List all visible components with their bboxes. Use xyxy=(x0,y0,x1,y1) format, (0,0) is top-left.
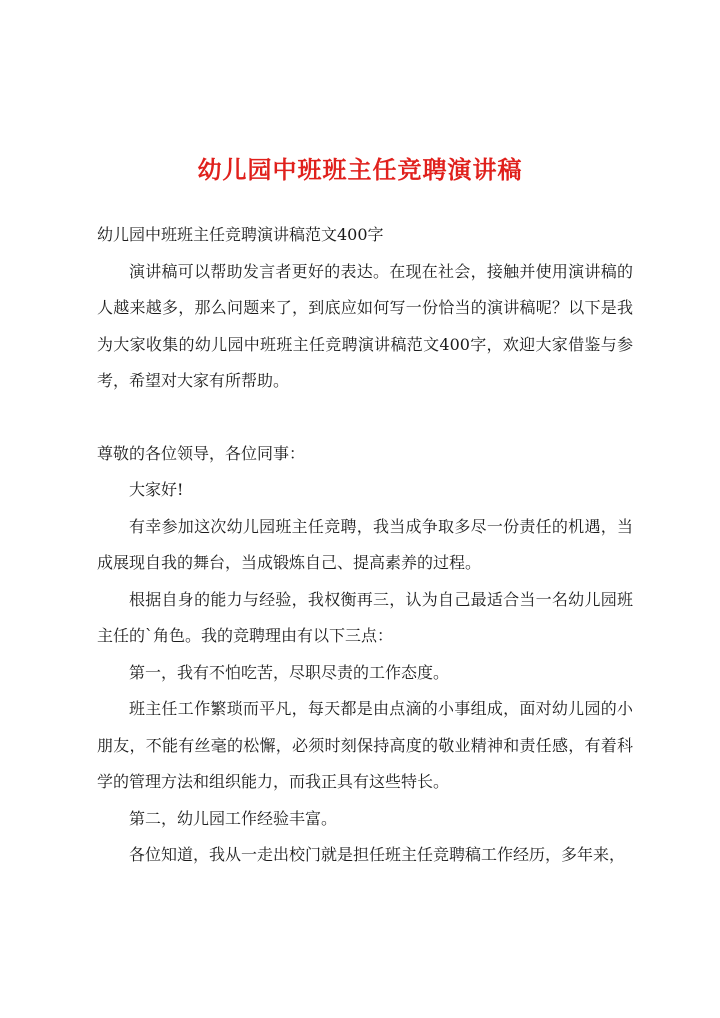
paragraph-gap xyxy=(97,400,633,436)
greeting: 大家好! xyxy=(129,480,184,499)
body-paragraph: 有幸参加这次幼儿园班主任竞聘，我当成争取多尽一份责任的机遇，当成展现自我的舞台，当成锻炼自己、提高素养的过程。 xyxy=(97,516,633,572)
document-body xyxy=(97,217,633,874)
salutation: 尊敬的各位领导，各位同事： xyxy=(97,443,306,463)
body-paragraph: 根据自身的能力与经验，我权衡再三，认为自己最适合当一名幼儿园班主任的`角色。我的竞聘理由有以下三点： xyxy=(97,589,633,645)
point-heading: 第一，我有不怕吃苦，尽职尽责的工作态度。 xyxy=(129,662,450,682)
intro-paragraph: 演讲稿可以帮助发言者更好的表达。在现在社会，接触并使用演讲稿的人越来越多，那么问题来了，到底应如何写一份恰当的演讲稿呢？以下是我为大家收集的幼儿园中班班主任竞聘演讲稿范文400字，欢迎大家借鉴与参考，希望对大家有所帮助。 xyxy=(97,261,633,390)
document-title: 幼儿园中班班主任竞聘演讲稿 xyxy=(197,155,523,184)
point-heading: 第二，幼儿园工作经验丰富。 xyxy=(129,808,338,828)
body-paragraph: 各位知道，我从一走出校门就是担任班主任竞聘稿工作经历，多年来， xyxy=(129,845,626,864)
document-subtitle: 幼儿园中班班主任竞聘演讲稿范文400字 xyxy=(97,225,384,244)
body-paragraph: 班主任工作繁琐而平凡，每天都是由点滴的小事组成，面对幼儿园的小朋友，不能有丝毫的松懈，必须时刻保持高度的敬业精神和责任感，有着科学的管理方法和组织能力，而我正具有这些特长。 xyxy=(97,699,633,791)
